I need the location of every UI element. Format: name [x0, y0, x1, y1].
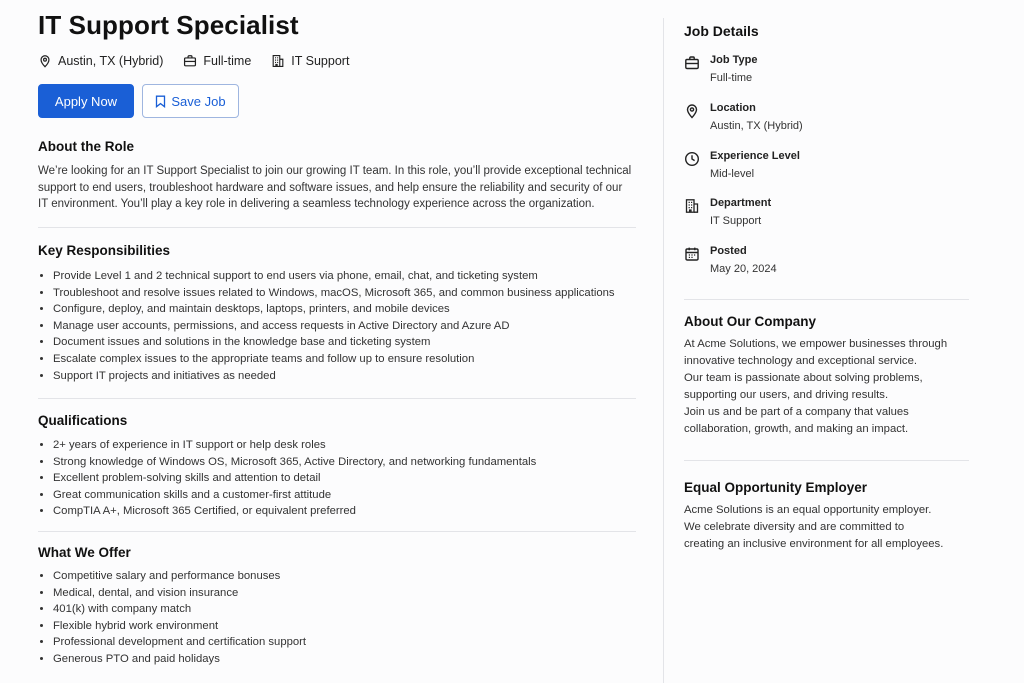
- detail-value: Full-time: [710, 72, 753, 84]
- detail-value: Austin, TX (Hybrid): [710, 120, 803, 132]
- calendar-icon: [684, 246, 700, 262]
- clock-icon: [684, 151, 700, 167]
- list-item: • Professional development and certification support: [53, 634, 306, 651]
- detail-label: Department: [710, 197, 772, 209]
- detail-label: Job Type: [710, 54, 758, 66]
- responsibilities-heading: Key Responsibilities: [38, 243, 171, 258]
- list-item: • 2+ years of experience in IT support or help desk roles: [53, 437, 536, 454]
- bookmark-icon: [155, 95, 166, 108]
- save-job-label: Save Job: [171, 93, 226, 109]
- meta-location: [38, 54, 163, 68]
- job-title: IT Support Specialist: [38, 10, 299, 40]
- eoe-text-line: Acme Solutions is an equal opportunity employer.: [684, 504, 932, 516]
- company-heading: About Our Company: [684, 314, 816, 329]
- company-text-line: innovative technology and exceptional service.: [684, 354, 917, 367]
- location-pin-icon: [684, 103, 700, 119]
- eoe-heading: Equal Opportunity Employer: [684, 480, 868, 495]
- eoe-text-line: creating an inclusive environment for all employees.: [684, 537, 944, 550]
- qualifications-list: [38, 437, 536, 520]
- responsibilities-list: [38, 268, 615, 384]
- about-role-heading: About the Role: [38, 139, 134, 154]
- list-item: • Configure, deploy, and maintain desktops, laptops, printers, and mobile devices: [53, 301, 615, 318]
- column-separator: [663, 18, 664, 683]
- detail-label: Posted: [710, 245, 747, 257]
- detail-value: IT Support: [710, 215, 762, 227]
- company-text-line: collaboration, growth, and making an impact.: [684, 422, 909, 435]
- job-meta-row: [38, 52, 369, 70]
- meta-employment-type-text: Full-time: [203, 54, 252, 68]
- list-item: • Manage user accounts, permissions, and access requests in Active Directory and Azure AD: [53, 318, 615, 335]
- list-item: • Support IT projects and initiatives as needed: [53, 368, 615, 385]
- meta-employment-type: [183, 54, 251, 68]
- briefcase-icon: [183, 54, 197, 68]
- apply-now-label: Apply Now: [54, 93, 118, 109]
- section-divider: [38, 531, 636, 532]
- list-item: • CompTIA A+, Microsoft 365 Certified, or equivalent preferred: [53, 503, 536, 520]
- about-role-text: We’re looking for an IT Support Specialist to join our growing IT team. In this role, you’ll provide exceptional technical support to end users, troubleshoot hardware and software issues, and help ensure the reliability and security of our IT environment. You’ll play a key role in delivering a seamless technology experience across the organization.: [38, 165, 632, 211]
- list-item: • 401(k) with company match: [53, 601, 306, 618]
- detail-value: Mid-level: [710, 168, 755, 180]
- detail-label: Experience Level: [710, 150, 800, 162]
- location-pin-icon: [38, 54, 52, 68]
- list-item: • Strong knowledge of Windows OS, Microsoft 365, Active Directory, and networking fundamentals: [53, 454, 536, 471]
- offer-heading: What We Offer: [38, 545, 131, 560]
- apply-now-button[interactable]: [38, 84, 134, 118]
- section-divider: [38, 227, 636, 228]
- sidebar-divider: [684, 460, 969, 461]
- section-divider: [38, 398, 636, 399]
- detail-job-type: [684, 54, 964, 92]
- list-item: • Escalate complex issues to the appropriate teams and follow up to ensure resolution: [53, 351, 615, 368]
- eoe-description: [684, 502, 969, 553]
- list-item: • Generous PTO and paid holidays: [53, 651, 306, 668]
- company-text-line: Join us and be part of a company that values: [684, 405, 909, 418]
- meta-department-text: IT Support: [291, 54, 350, 68]
- company-description: [684, 336, 969, 437]
- company-text-line: supporting our users, and driving results.: [684, 388, 889, 401]
- save-job-button[interactable]: [142, 84, 239, 118]
- detail-value: May 20, 2024: [710, 263, 777, 275]
- detail-location: [684, 102, 964, 140]
- list-item: • Troubleshoot and resolve issues related to Windows, macOS, Microsoft 365, and common business applications: [53, 285, 615, 302]
- company-text-line: At Acme Solutions, we empower businesses through: [684, 338, 948, 350]
- detail-label: Location: [710, 102, 756, 114]
- list-item: • Flexible hybrid work environment: [53, 618, 306, 635]
- list-item: • Excellent problem-solving skills and attention to detail: [53, 470, 536, 487]
- sidebar-divider: [684, 299, 969, 300]
- detail-posted: [684, 245, 964, 283]
- list-item: • Great communication skills and a customer-first attitude: [53, 487, 536, 504]
- list-item: • Competitive salary and performance bonuses: [53, 568, 306, 585]
- meta-department: [271, 54, 349, 68]
- detail-experience-level: [684, 150, 964, 188]
- building-icon: [684, 198, 700, 214]
- building-icon: [271, 54, 285, 68]
- list-item: • Medical, dental, and vision insurance: [53, 585, 306, 602]
- eoe-text-line: We celebrate diversity and are committed to: [684, 520, 905, 533]
- list-item: • Document issues and solutions in the knowledge base and ticketing system: [53, 334, 615, 351]
- briefcase-icon: [684, 55, 700, 71]
- offer-list: [38, 568, 306, 668]
- company-text-line: Our team is passionate about solving problems,: [684, 371, 923, 384]
- meta-location-text: Austin, TX (Hybrid): [58, 54, 164, 68]
- list-item: • Provide Level 1 and 2 technical support to end users via phone, email, chat, and ticketing system: [53, 268, 615, 285]
- qualifications-heading: Qualifications: [38, 413, 128, 428]
- detail-department: [684, 197, 964, 235]
- job-details-heading: Job Details: [684, 23, 759, 39]
